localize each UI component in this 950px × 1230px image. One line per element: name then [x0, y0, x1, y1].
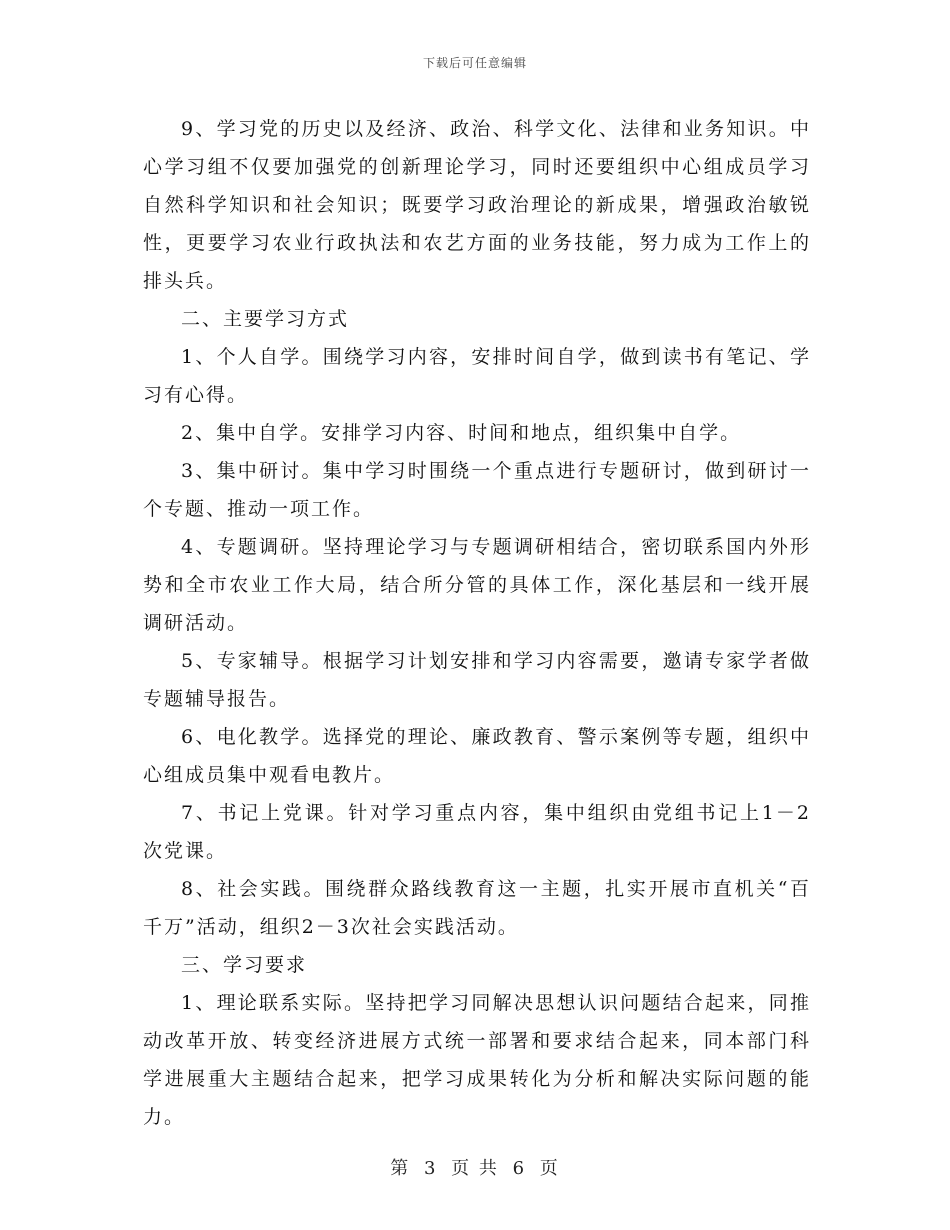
paragraph-self-study: 1、个人自学。围绕学习内容，安排时间自学，做到读书有笔记、学习有心得。: [143, 346, 811, 406]
paragraph-audiovisual-teaching: 6、电化教学。选择党的理论、廉政教育、警示案例等专题，组织中心组成员集中观看电教片。: [143, 726, 811, 786]
paragraph-party-lecture: 7、书记上党课。针对学习重点内容，集中组织由党组书记上1－2次党课。: [143, 802, 811, 862]
paragraph-group-self-study: 2、集中自学。安排学习内容、时间和地点，组织集中自学。: [181, 422, 742, 444]
page-number-footer: [0, 1154, 950, 1180]
total-page-count: 6: [512, 1158, 527, 1179]
page-header: 下载后可任意编辑: [422, 56, 527, 70]
paragraph-special-research: 4、专题调研。坚持理论学习与专题调研相结合，密切联系国内外形势和全市农业工作大局，结合所分管的具体工作，深化基层和一线开展调研活动。: [143, 536, 811, 634]
paragraph-study-history: 9、学习党的历史以及经济、政治、科学文化、法律和业务知识。中心学习组不仅要加强党的创新理论学习，同时还要组织中心组成员学习自然科学知识和社会知识；既要学习政治理论的新成果，增强政治敏锐性，更要学习农业行政执法和农艺方面的业务技能，努力成为工作上的排头兵。: [143, 118, 811, 292]
document-body: [143, 110, 811, 1136]
footer-suffix: 页: [539, 1158, 560, 1179]
paragraph-expert-guidance: 5、专家辅导。根据学习计划安排和学习内容需要，邀请专家学者做专题辅导报告。: [143, 650, 811, 710]
footer-middle: 页 共: [451, 1158, 499, 1179]
section-heading-study-requirements: 三、学习要求: [181, 954, 308, 976]
footer-prefix: 第: [390, 1158, 411, 1179]
paragraph-theory-practice: 1、理论联系实际。坚持把学习同解决思想认识问题结合起来，同推动改革开放、转变经济进展方式统一部署和要求结合起来，同本部门科学进展重大主题结合起来，把学习成果转化为分析和解决实际问题的能力。: [143, 992, 811, 1128]
section-heading-study-methods: 二、主要学习方式: [181, 308, 350, 330]
paragraph-group-discussion: 3、集中研讨。集中学习时围绕一个重点进行专题研讨，做到研讨一个专题、推动一项工作。: [143, 460, 811, 520]
paragraph-social-practice: 8、社会实践。围绕群众路线教育这一主题，扎实开展市直机关“百千万”活动，组织2－3次社会实践活动。: [143, 878, 811, 938]
current-page-number: 3: [423, 1158, 438, 1179]
